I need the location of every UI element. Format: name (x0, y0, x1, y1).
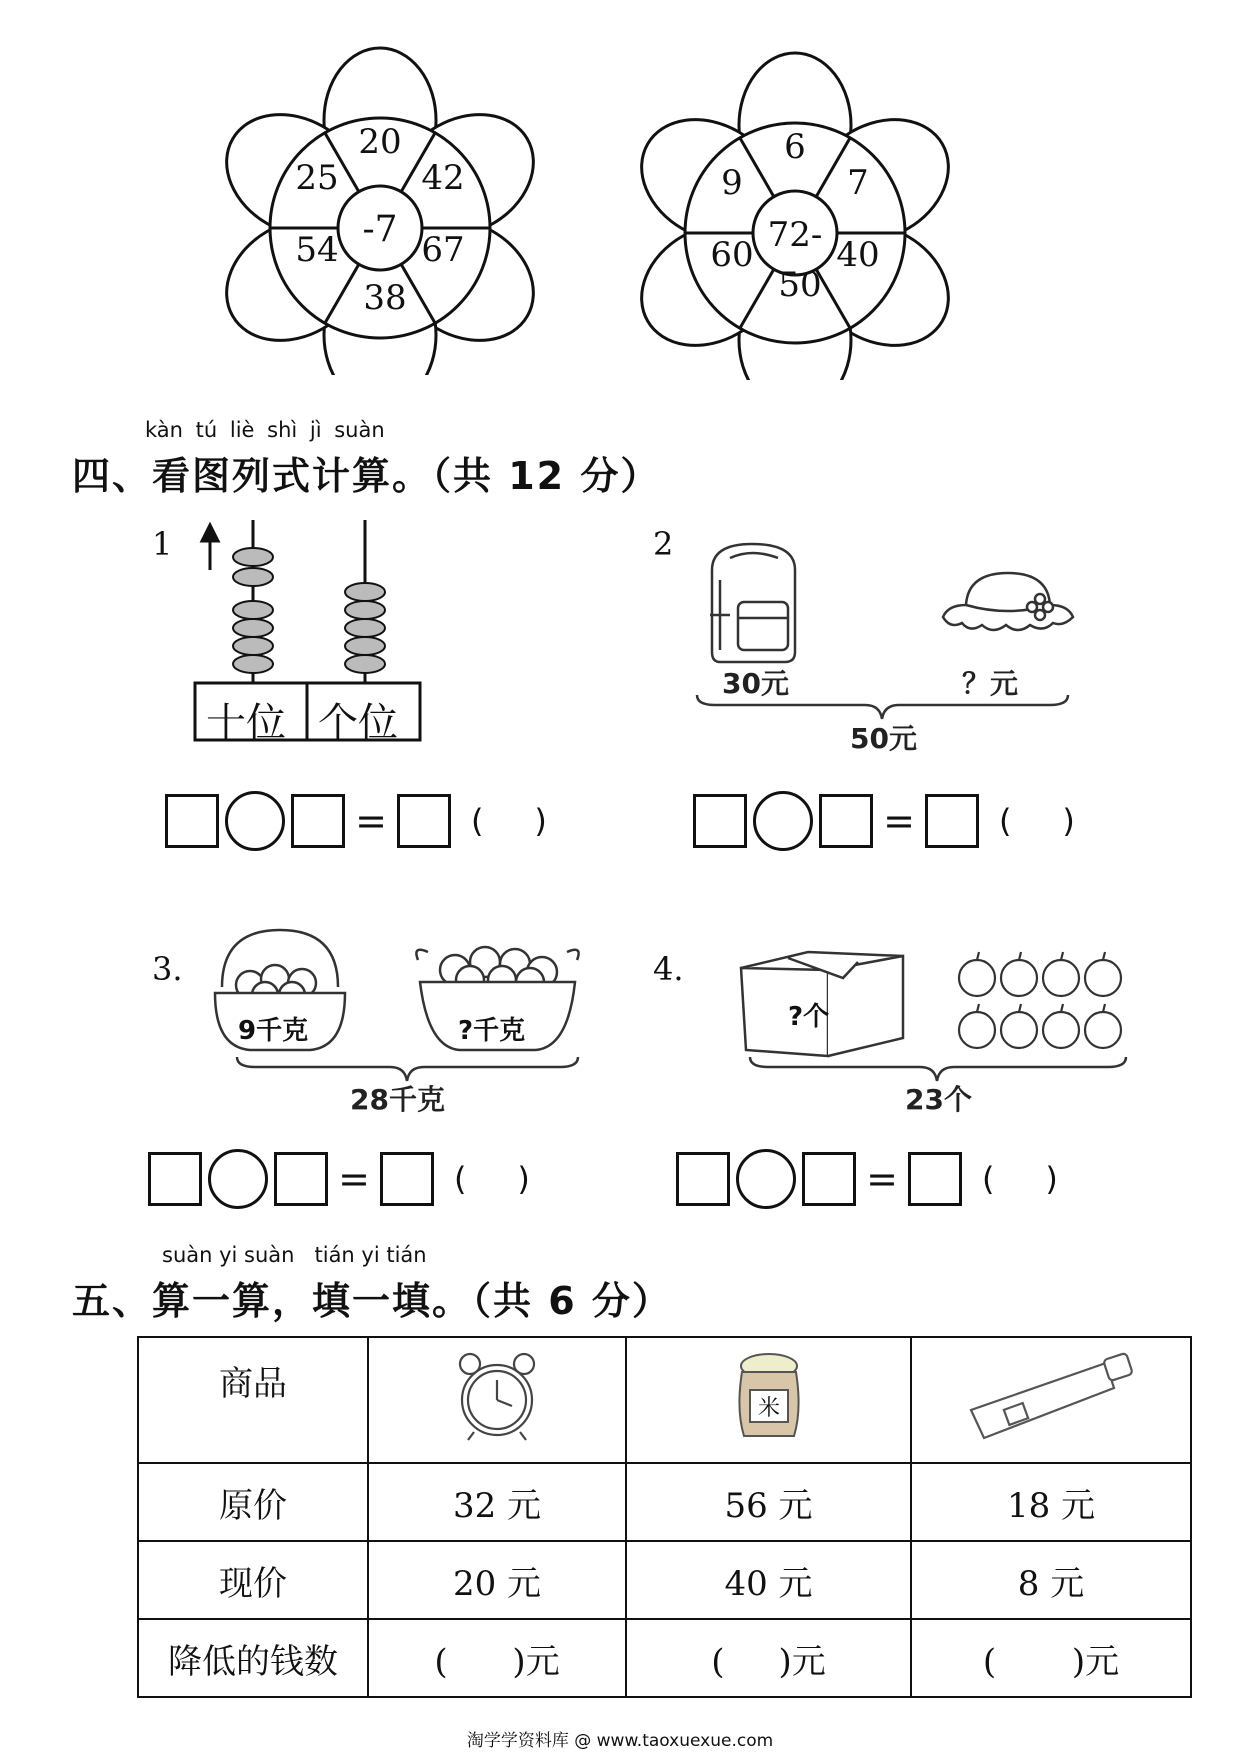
section4-title: 四、看图列式计算。（共 12 分） (72, 454, 661, 498)
table-header-goods: 商品 (138, 1337, 368, 1463)
price-cell: 32 元 (368, 1463, 626, 1541)
question-number: 2 (653, 525, 674, 563)
box-count-label: ?个 (788, 1002, 830, 1032)
section5-pinyin: suàn yi suàn tián yi tián (162, 1243, 427, 1267)
flower-petal: 38 (363, 278, 407, 318)
flower-petal: 40 (836, 235, 880, 275)
bag-price-label: 30元 (722, 667, 789, 700)
box-image (738, 948, 908, 1060)
flower-petal: 50 (778, 265, 822, 305)
row-label-original-price: 原价 (138, 1463, 368, 1541)
answer-box[interactable] (274, 1152, 328, 1206)
answer-box[interactable] (693, 794, 747, 848)
alarm-clock-icon (452, 1350, 542, 1442)
answer-box[interactable] (908, 1152, 962, 1206)
flower-petal: 9 (721, 163, 743, 203)
question-number: 1 (152, 525, 173, 563)
answer-cell[interactable]: ( )元 (626, 1619, 911, 1697)
flower-petal: 42 (421, 158, 465, 198)
alarm-clock-cell (368, 1337, 626, 1463)
operator-circle[interactable] (208, 1149, 268, 1209)
flower-center: -7 (362, 209, 398, 250)
answer-box[interactable] (925, 794, 979, 848)
flower-puzzle-1 (225, 45, 535, 375)
answer-box[interactable] (380, 1152, 434, 1206)
equation-row (165, 790, 547, 852)
section4-pinyin: kàn tú liè shì jì suàn (145, 418, 385, 442)
flower-puzzle-2 (640, 50, 950, 380)
equals-sign: = (338, 1157, 370, 1201)
equation-row (148, 1148, 530, 1210)
flower-petal: 6 (784, 127, 806, 167)
abacus-tens-label: 十位 (206, 700, 286, 746)
answer-box[interactable] (165, 794, 219, 848)
operator-circle[interactable] (753, 791, 813, 851)
basket-1-weight: 9千克 (238, 1016, 309, 1046)
flower-petal: 67 (421, 230, 465, 270)
flower-center: 72- (767, 215, 823, 255)
total-price-label: 50元 (850, 722, 917, 755)
price-cell: 8 元 (911, 1541, 1191, 1619)
abacus-ones-label: 个位 (318, 700, 398, 746)
question-number: 3. (152, 950, 183, 988)
basket-image-2 (410, 940, 585, 1055)
rice-bag-icon (734, 1350, 804, 1442)
toothpaste-cell (911, 1337, 1191, 1463)
rice-bag-cell (626, 1337, 911, 1463)
unit-blank[interactable]: ( ) (454, 1160, 530, 1198)
flower-petal: 54 (295, 230, 339, 270)
toothpaste-icon (966, 1348, 1136, 1444)
row-label-current-price: 现价 (138, 1541, 368, 1619)
apples-image (955, 948, 1135, 1060)
total-count-label: 23个 (905, 1083, 972, 1116)
row-label-price-reduction: 降低的钱数 (138, 1619, 368, 1697)
flower-petal: 7 (847, 163, 869, 203)
equals-sign: = (355, 799, 387, 843)
answer-box[interactable] (819, 794, 873, 848)
total-weight-label: 28千克 (350, 1083, 445, 1116)
answer-cell[interactable]: ( )元 (911, 1619, 1191, 1697)
operator-circle[interactable] (225, 791, 285, 851)
price-cell: 40 元 (626, 1541, 911, 1619)
price-cell: 18 元 (911, 1463, 1191, 1541)
answer-box[interactable] (676, 1152, 730, 1206)
section5-title: 五、算一算，填一填。（共 6 分） (72, 1279, 672, 1323)
footer-watermark: 淘学学资料库 @ www.taoxuexue.com (466, 1731, 774, 1751)
price-table (137, 1336, 1192, 1698)
operator-circle[interactable] (736, 1149, 796, 1209)
basket-image-1 (210, 925, 350, 1055)
backpack-image (700, 540, 805, 665)
unit-blank[interactable]: ( ) (982, 1160, 1058, 1198)
question-number: 4. (653, 950, 684, 988)
flower-petal: 20 (358, 122, 402, 162)
equals-sign: = (883, 799, 915, 843)
equals-sign: = (866, 1157, 898, 1201)
rice-char: 米 (757, 1395, 780, 1421)
equation-row (693, 790, 1075, 852)
flower-petal: 60 (710, 235, 754, 275)
answer-box[interactable] (291, 794, 345, 848)
answer-box[interactable] (397, 794, 451, 848)
flower-petal: 25 (295, 158, 339, 198)
answer-box[interactable] (802, 1152, 856, 1206)
answer-box[interactable] (148, 1152, 202, 1206)
price-cell: 20 元 (368, 1541, 626, 1619)
equation-row (676, 1148, 1058, 1210)
answer-cell[interactable]: ( )元 (368, 1619, 626, 1697)
abacus-image (190, 515, 440, 745)
unit-blank[interactable]: ( ) (999, 802, 1075, 840)
hat-price-label: ？元 (962, 667, 1019, 700)
price-cell: 56 元 (626, 1463, 911, 1541)
basket-2-weight: ?千克 (458, 1016, 526, 1046)
hat-image (938, 565, 1078, 645)
unit-blank[interactable]: ( ) (471, 802, 547, 840)
